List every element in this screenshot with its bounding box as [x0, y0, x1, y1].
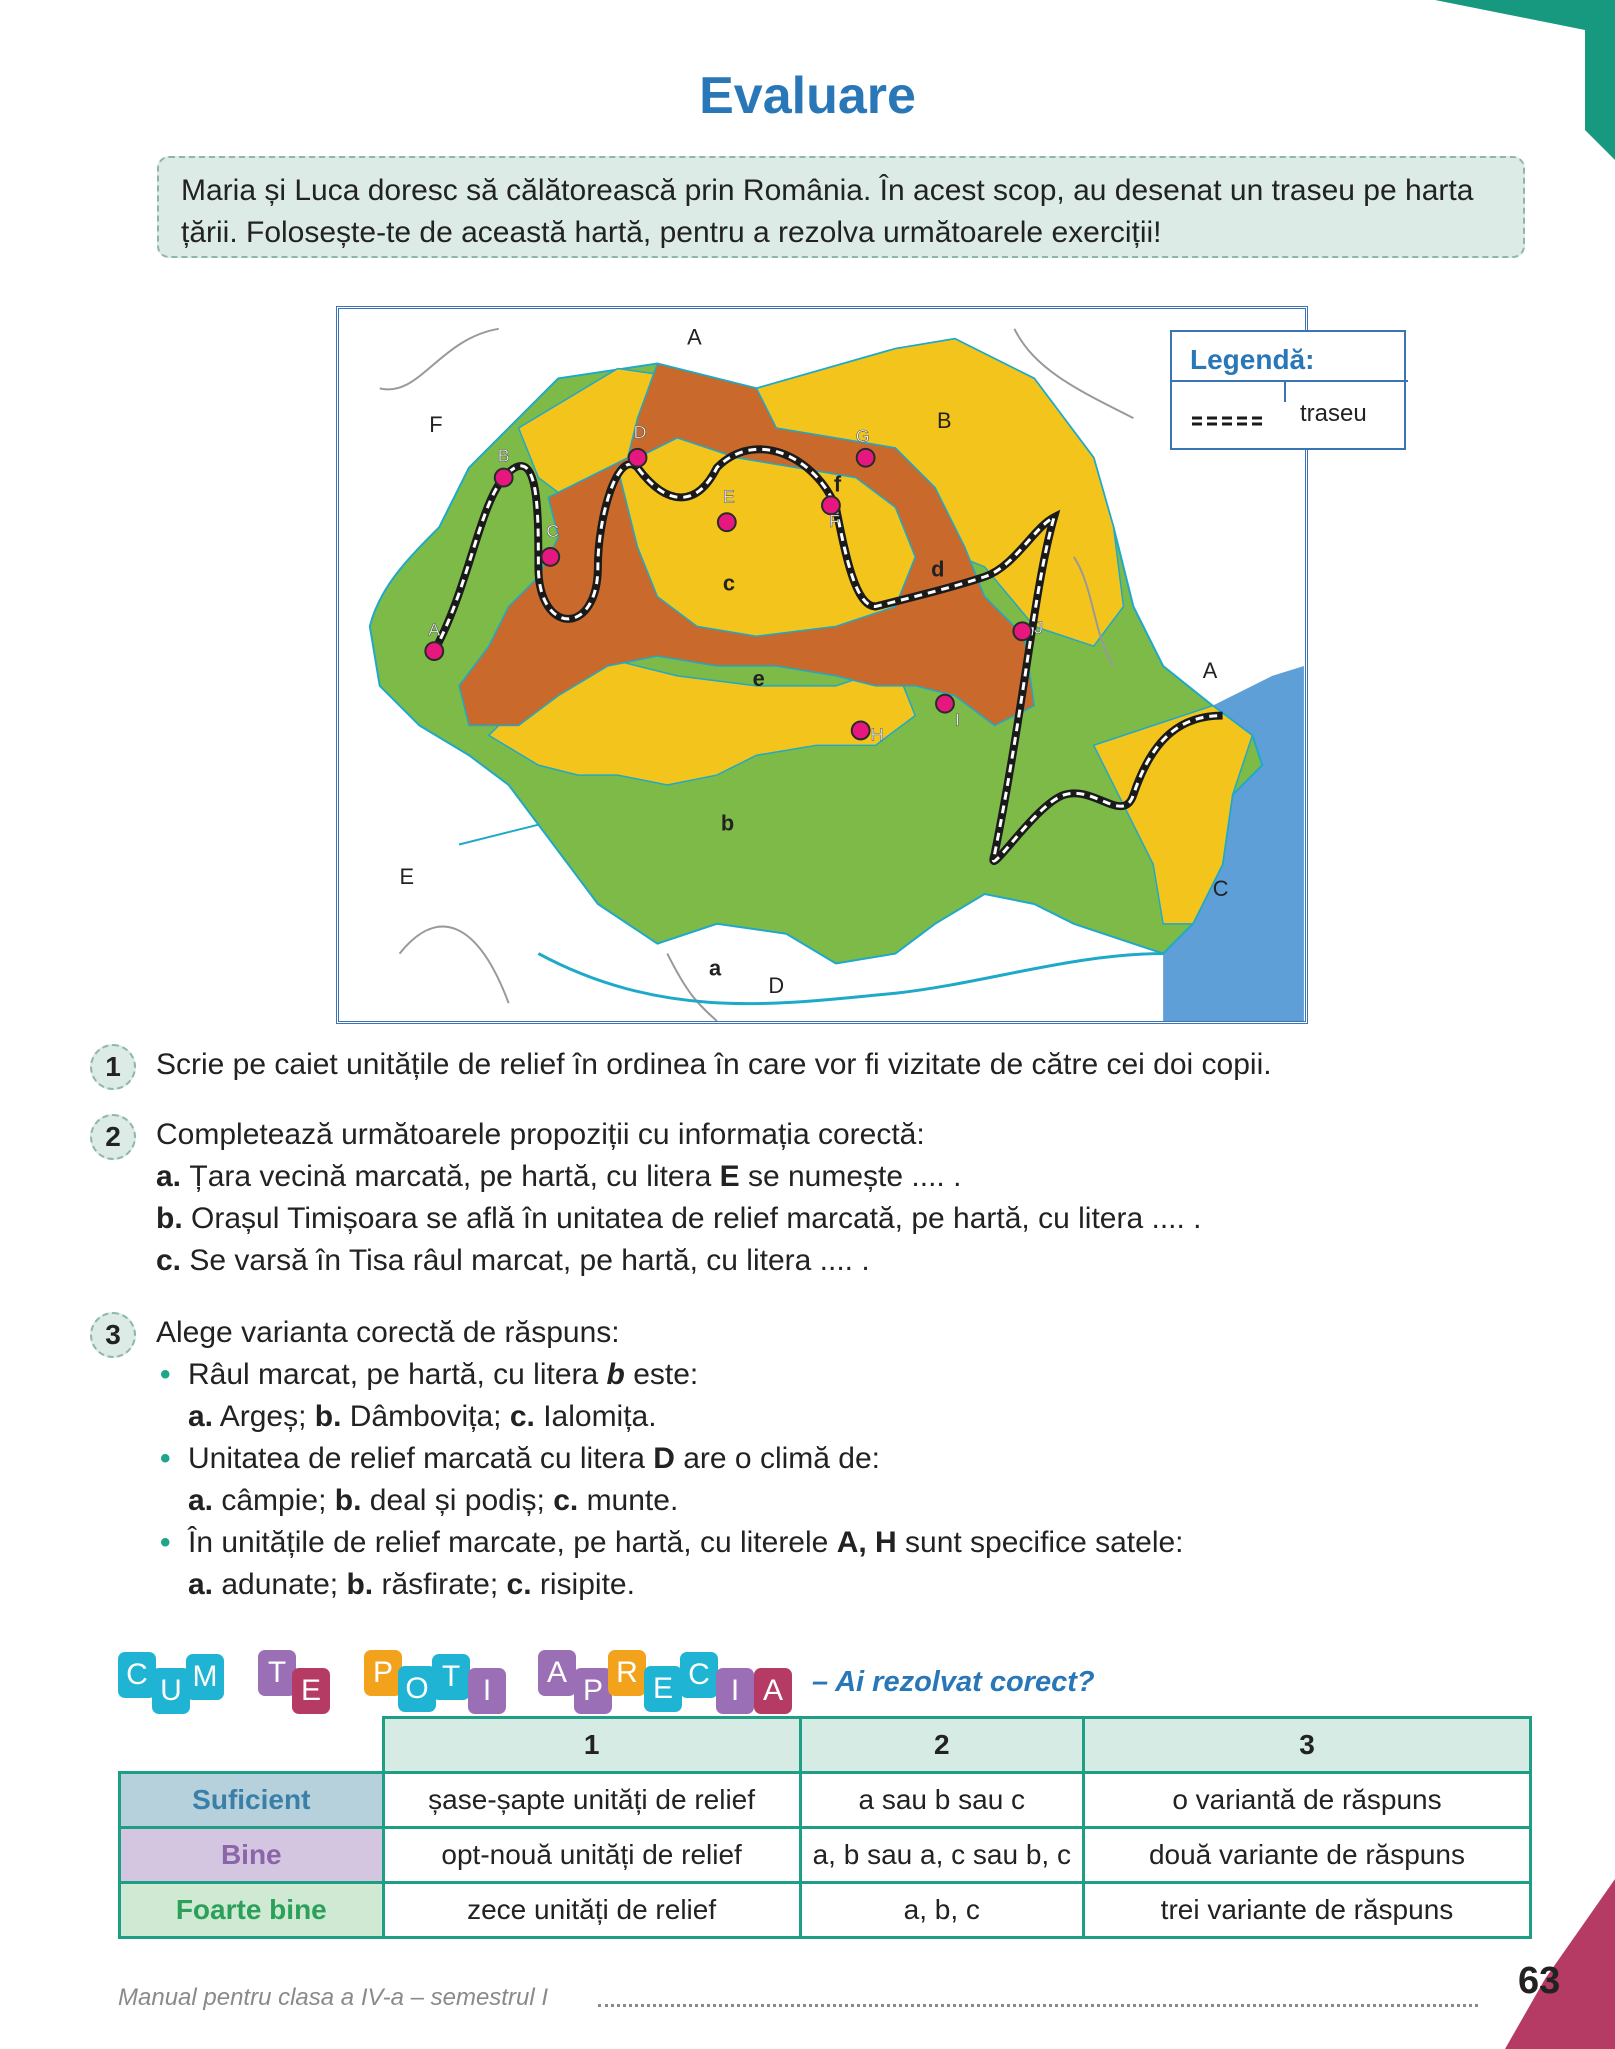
route-stop-label-a: A: [428, 619, 441, 640]
label-sea: C: [1212, 876, 1229, 902]
legend-divider-vertical: [1284, 380, 1286, 402]
question-3-text: Alege varianta corectă de răspuns:: [156, 1316, 620, 1349]
question-2-text: Completează următoarele propoziții cu informația corectă:: [156, 1118, 925, 1151]
label-south: D: [768, 973, 785, 999]
heading-letter-tile: P: [364, 1650, 402, 1696]
table-cell: opt-nouă unități de relief: [383, 1828, 800, 1883]
route-stop-a: [425, 642, 443, 660]
table-header-cell: 1: [383, 1718, 800, 1773]
level-cell: Foarte bine: [120, 1883, 384, 1938]
label-northwest: F: [429, 411, 443, 437]
route-dashed-icon: [1192, 414, 1262, 428]
table-cell: zece unități de relief: [383, 1883, 800, 1938]
table-cell: trei variante de răspuns: [1083, 1883, 1530, 1938]
intro-box: [157, 156, 1525, 258]
question-1-text: Scrie pe caiet unitățile de relief în ordinea în care vor fi vizitate de către cei doi copii.: [156, 1048, 1272, 1081]
level-cell: Suficient: [120, 1773, 384, 1828]
table-cell: șase-șapte unități de relief: [383, 1773, 800, 1828]
route-stop-label-f: F: [828, 511, 840, 532]
table-cell: a, b, c: [800, 1883, 1083, 1938]
table-cell: a, b sau a, c sau b, c: [800, 1828, 1083, 1883]
label-northeast: B: [937, 407, 952, 433]
river-label-a: a: [708, 955, 722, 981]
route-stop-label-c: C: [546, 521, 560, 542]
river-label-c: c: [722, 570, 735, 596]
route-stop-label-b: B: [497, 445, 510, 466]
question-3-bullet-1: • Râul marcat, pe hartă, cu litera b este:: [160, 1358, 699, 1391]
river-label-d: d: [931, 556, 945, 582]
route-stop-h: [852, 722, 870, 740]
heading-letter-tile: A: [538, 1650, 576, 1696]
route-stop-label-j: J: [1034, 617, 1044, 638]
heading-letter-tile: E: [292, 1668, 330, 1714]
question-2-item-b: b. Orașul Timișoara se află în unitatea de relief marcată, pe hartă, cu litera .... .: [156, 1202, 1202, 1235]
romania-map: [336, 306, 1308, 1024]
river-label-e: e: [752, 665, 765, 691]
intro-line-2: țării. Folosește-te de această hartă, pentru a rezolva următoarele exerciții!: [181, 216, 1162, 249]
route-stop-e: [718, 513, 736, 531]
legend-item-label: traseu: [1300, 400, 1367, 427]
map-legend: [1170, 330, 1406, 450]
heading-letter-tile: C: [118, 1652, 156, 1698]
heading-letter-tile: C: [680, 1652, 718, 1698]
heading-letter-tile: I: [468, 1668, 506, 1714]
heading-letter-tile: T: [258, 1650, 296, 1696]
question-number-badge: 1: [90, 1044, 136, 1090]
route-stop-d: [629, 449, 647, 467]
heading-letter-tile: U: [152, 1668, 190, 1714]
route-stop-label-i: I: [954, 709, 960, 730]
question-3-bullet-2: • Unitatea de relief marcată cu litera D are o climă de:: [160, 1442, 880, 1475]
label-north: A: [687, 324, 702, 350]
route-stop-j: [1013, 622, 1031, 640]
table-cell: o variantă de răspuns: [1083, 1773, 1530, 1828]
level-cell: Bine: [120, 1828, 384, 1883]
river-label-f: f: [833, 471, 842, 497]
table-header-row: [120, 1718, 1531, 1773]
label-east: A: [1202, 657, 1218, 683]
self-assessment-table: [118, 1716, 1532, 1939]
route-stop-label-h: H: [870, 724, 884, 745]
table-row: [120, 1773, 1531, 1828]
question-3-bullet-3: • În unitățile de relief marcate, pe hartă, cu literele A, H sunt specifice satele:: [160, 1526, 1184, 1559]
table-header-cell: 2: [800, 1718, 1083, 1773]
legend-divider: [1172, 380, 1408, 382]
page-title: Evaluare: [699, 67, 916, 125]
question-3-options-2: a. câmpie; b. deal și podiș; c. munte.: [188, 1484, 679, 1517]
page-number: 63: [1518, 1960, 1561, 2002]
legend-title: Legendă:: [1190, 344, 1315, 375]
route-stop-b: [495, 469, 513, 487]
footer-dotted-line: [598, 2004, 1478, 2007]
question-2-item-c: c. Se varsă în Tisa râul marcat, pe hartă, cu litera .... .: [156, 1244, 870, 1277]
route-stop-i: [936, 695, 954, 713]
route-stop-c: [541, 548, 559, 566]
heading-letter-tile: T: [432, 1654, 470, 1700]
river-label-b: b: [720, 810, 735, 836]
question-3-options-3: a. adunate; b. răsfirate; c. risipite.: [188, 1568, 635, 1601]
heading-letter-tile: R: [608, 1650, 646, 1696]
heading-letter-tile: I: [716, 1668, 754, 1714]
route-stop-g: [857, 449, 875, 467]
question-2-item-a: a. Țara vecină marcată, pe hartă, cu litera E se numește .... .: [156, 1160, 962, 1193]
question-number-badge: 3: [90, 1312, 136, 1358]
table-row: [120, 1883, 1531, 1938]
footer-text: Manual pentru clasa a IV-a – semestrul I: [118, 1984, 548, 2011]
question-3-options-1: a. Argeș; b. Dâmbovița; c. Ialomița.: [188, 1400, 657, 1433]
route-stop-label-g: G: [855, 425, 870, 446]
heading-letter-tile: M: [186, 1654, 224, 1700]
label-southwest: E: [399, 864, 415, 890]
table-row: [120, 1828, 1531, 1883]
table-cell: două variante de răspuns: [1083, 1828, 1530, 1883]
table-header-cell: 3: [1083, 1718, 1530, 1773]
route-stop-label-e: E: [722, 486, 735, 507]
table-header-empty: [120, 1718, 384, 1773]
heading-letter-tile: O: [398, 1666, 436, 1712]
self-assessment-question: – Ai rezolvat corect?: [812, 1666, 1095, 1698]
heading-letter-tile: P: [574, 1668, 612, 1714]
table-cell: a sau b sau c: [800, 1773, 1083, 1828]
route-stop-label-d: D: [633, 421, 647, 442]
intro-line-1: Maria și Luca doresc să călătorească prin România. În acest scop, au desenat un traseu pe harta: [181, 174, 1474, 207]
question-number-badge: 2: [90, 1114, 136, 1160]
heading-letter-tile: E: [644, 1666, 682, 1712]
map-svg: [339, 309, 1305, 1021]
heading-letter-tile: A: [754, 1668, 792, 1714]
